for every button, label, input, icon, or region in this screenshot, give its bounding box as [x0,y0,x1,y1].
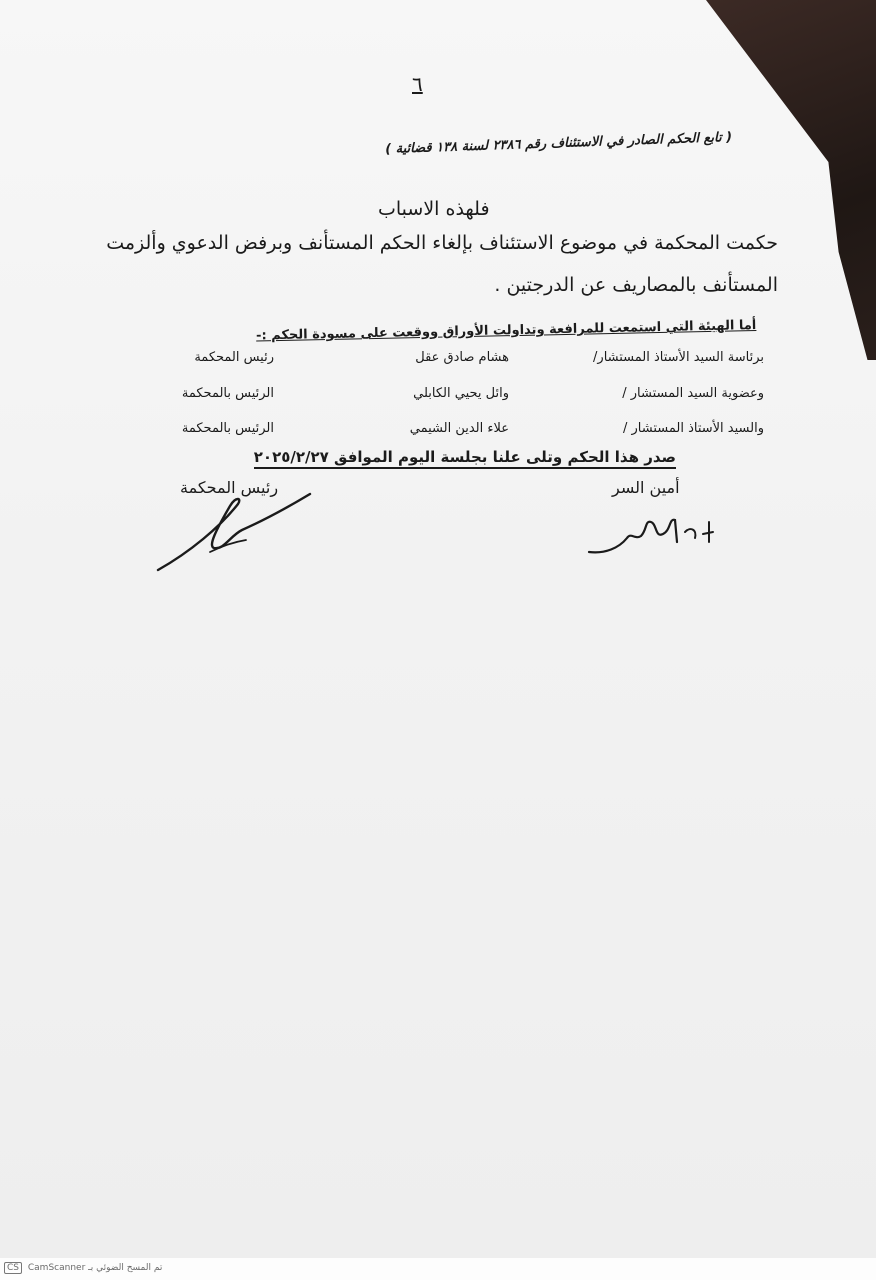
section-title: فلهذه الاسباب [378,198,490,220]
scanner-watermark [4,1262,162,1274]
judge-name: وائل يحيي الكابلي [413,386,509,401]
verdict-line-1: حكمت المحكمة في موضوع الاستئناف بإلغاء الحكم المستأنف وبرفض الدعوي وألزمت [106,232,778,254]
judge-title: الرئيس بالمحكمة [181,386,274,401]
court-president-label: رئيس المحكمة [180,478,279,497]
judge-title: رئيس المحكمة [194,350,274,365]
header-reference: ( تابع الحكم الصادر في الاستئناف رقم ٢٣٨٦ لسنة ١٣٨ قضائية ) [384,130,733,158]
panel-intro: أما الهيئة التي استمعت للمرافعة وتداولت الأوراق ووقعت على مسودة الحكم :- [255,318,757,344]
court-president-signature [150,482,320,582]
background-corner [706,0,876,360]
verdict-line-2: المستأنف بالمصاريف عن الدرجتين . [494,274,778,296]
judge-role: والسيد الأستاذ المستشار / [622,421,764,436]
issued-line: صدر هذا الحكم وتلى علنا بجلسة اليوم الموافق ٢٠٢٥/٢/٢٧ [254,448,676,469]
clerk-signature [585,512,720,562]
clerk-label: أمين السر [612,478,680,497]
page-number: ٦ [412,72,423,96]
bottom-strip [0,1258,876,1280]
judge-row-president [144,350,764,372]
scanner-logo-icon: CS [4,1262,22,1274]
judge-row-member-1 [144,386,764,408]
judge-title: الرئيس بالمحكمة [181,421,274,436]
judge-name: علاء الدين الشيمي [409,421,509,436]
judge-row-member-2 [144,421,764,443]
scanner-text: CamScanner تم المسح الضوئي بـ [27,1263,163,1273]
judge-role: وعضوية السيد المستشار / [622,386,764,401]
judge-role: برئاسة السيد الأستاذ المستشار/ [593,350,764,365]
judge-name: هشام صادق عقل [415,350,509,365]
